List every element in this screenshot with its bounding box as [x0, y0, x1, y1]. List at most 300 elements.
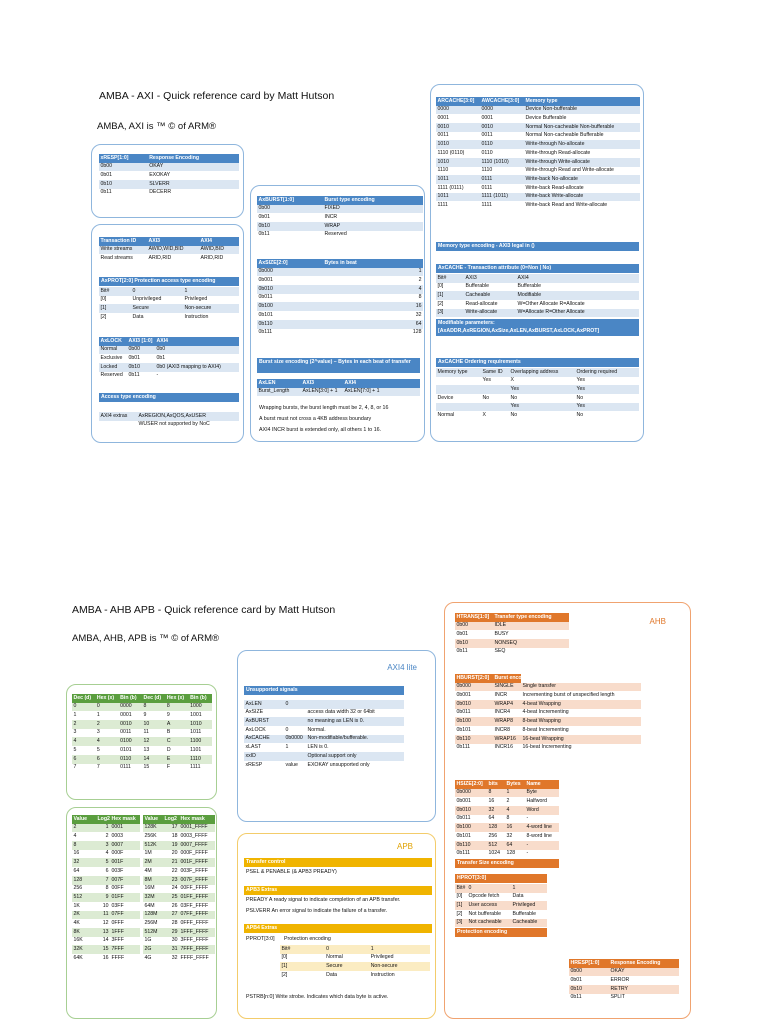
table-cell: 5 [73, 746, 77, 753]
table-row [143, 902, 215, 911]
table-cell: 32 [506, 832, 513, 839]
table-cell: 15 [143, 764, 150, 771]
table-cell: 001F [110, 858, 140, 867]
table-cell: 0001 [110, 824, 140, 833]
axburst-table [257, 196, 423, 239]
table-cell: 16 [505, 823, 525, 832]
table-cell: B [166, 729, 171, 736]
table-cell: 5 [96, 746, 100, 753]
table-cell: [2] [456, 910, 463, 917]
htrans-table [455, 613, 569, 656]
column-header: Bytes [505, 780, 525, 789]
table-row [72, 945, 140, 954]
table-cell: C [165, 737, 188, 746]
table-cell: 128 [487, 823, 505, 832]
table-cell: WRAP16 [493, 735, 521, 744]
table-cell: Instruction [370, 971, 395, 978]
table-cell: 4K [73, 919, 80, 926]
table-cell: Yes [576, 377, 585, 384]
table-row [455, 709, 641, 718]
table-row [257, 294, 423, 303]
table-cell: 1M [144, 850, 152, 857]
column-header: AxLOCK [99, 337, 127, 346]
table-cell: 512 [487, 841, 505, 850]
table-cell: 0 [131, 287, 183, 296]
table-cell: OKAY [609, 968, 679, 977]
table-row [244, 752, 404, 761]
table-cell: 0b11 [128, 372, 140, 379]
table-cell: 0b010 [455, 806, 487, 815]
table-cell: 0000 [480, 106, 524, 115]
table-cell: 0003_FFFF [180, 833, 208, 840]
table-row [257, 329, 423, 338]
table-row [99, 412, 239, 421]
table-row [436, 283, 639, 292]
table-cell: 1 [323, 268, 423, 277]
axi-signals-card [91, 224, 244, 443]
table-cell: 0b10 [569, 985, 609, 994]
table-cell: 0b00 [455, 622, 493, 631]
table-cell: 0b110 [257, 320, 323, 329]
table-cell: 256 [73, 885, 83, 892]
table-row [455, 630, 569, 639]
table-cell: Write streams [99, 246, 147, 255]
table-cell: 32 [171, 954, 178, 961]
table-row [455, 806, 559, 815]
table-cell: 1110 [189, 755, 212, 764]
table-cell: 16-beat Incrementing [522, 744, 572, 751]
hprot-header: HPROT[3:0] [455, 874, 547, 883]
table-row [99, 171, 239, 180]
table-cell: Bit# [456, 884, 466, 891]
table-cell: Write-back Read-allocate [525, 184, 584, 191]
table-cell: Cacheable [464, 291, 516, 300]
log2-card [66, 807, 217, 1019]
table-cell: Memory type [436, 368, 481, 377]
table-cell: NONSEQ [493, 639, 569, 648]
table-cell: OKAY [148, 163, 239, 172]
table-cell: 8 [506, 815, 510, 822]
column-header: Memory type [524, 97, 640, 106]
table-row [455, 797, 559, 806]
table-row [455, 841, 559, 850]
table-cell: 0007 [110, 841, 140, 850]
table-cell: W=Allocate R=Other Allocate [516, 309, 639, 318]
table-cell: 0b111 [258, 329, 273, 336]
table-row [143, 876, 215, 885]
table-row [257, 285, 423, 294]
table-cell: EXOKAY unsupported only [307, 761, 370, 768]
table-cell: 128 [412, 329, 422, 336]
table-cell [99, 421, 137, 430]
table-cell: 8M [143, 876, 163, 885]
table-cell: 3 [96, 729, 100, 736]
table-cell: F [166, 764, 170, 771]
table-cell: [3] [436, 309, 464, 318]
table-row [143, 841, 215, 850]
table-cell [284, 709, 306, 718]
table-cell: 1111 [437, 201, 448, 208]
table-cell: 16 [488, 798, 495, 805]
table-cell: Write-through Read and Write-allocate [525, 167, 614, 174]
table-cell: no meaning as LEN is 0. [306, 717, 404, 726]
transaction-id-table [99, 237, 239, 263]
table-cell: 0b0 [155, 346, 239, 355]
table-cell: 1010 [436, 158, 480, 167]
table-cell [306, 700, 404, 709]
table-cell: AXI3 [464, 274, 516, 283]
table-cell: 16 [73, 850, 80, 857]
table-header-row [99, 154, 239, 163]
table-cell: Locked [99, 363, 127, 372]
table-cell: [0] [456, 893, 463, 900]
table-cell: 000F_FFFF [180, 850, 208, 857]
table-cell: 6 [72, 755, 95, 764]
table-row [257, 276, 423, 285]
table-header-row [455, 780, 559, 789]
table-row [143, 893, 215, 902]
table-cell: 11 [143, 729, 149, 736]
column-header: Value [143, 815, 163, 824]
table-cell: SINGLE [493, 683, 521, 692]
table-cell: 1 [96, 824, 110, 833]
table-cell: 1010 [189, 720, 212, 729]
table-row [99, 254, 239, 263]
table-cell: WRAP8 [493, 717, 521, 726]
table-row [99, 296, 239, 305]
table-row [99, 346, 239, 355]
apb-label: APB [396, 842, 413, 851]
table-cell: 0b10 [455, 639, 493, 648]
table-row [455, 850, 559, 859]
table-cell: access data width 32 or 64bit [307, 709, 375, 716]
table-cell: 2 [105, 833, 109, 840]
table-cell: 0001 [437, 115, 450, 122]
table-cell: 0b00 [127, 346, 155, 355]
table-row [436, 167, 640, 176]
table-cell: 7FFF_FFFF [179, 945, 215, 954]
table-cell: 0FFF_FFFF [180, 919, 209, 926]
column-header: HBURST[2:0] [455, 674, 493, 683]
table-cell: 0b001 [258, 277, 273, 284]
table-cell: 4-word line [525, 823, 559, 832]
apb4-extras-header: APB4 Extras [244, 924, 432, 933]
table-cell: 0100 [119, 737, 142, 746]
table-cell: 9 [166, 712, 170, 719]
column-header: Hex mask [110, 815, 140, 824]
table-cell: 0b00 [99, 163, 148, 172]
table-cell: WUSER not supported by NoC [138, 421, 210, 428]
table-cell: 1011 [436, 193, 480, 202]
table-cell: 1101 [190, 746, 202, 753]
table-cell: 26 [171, 902, 178, 909]
column-header: bits [487, 780, 505, 789]
pready-text: PREADY A ready signal to indicate completion of an APB transfer. [246, 897, 401, 903]
table-row [455, 639, 569, 648]
table-row [143, 832, 215, 841]
protection-encoding-footer: Protection encoding [455, 928, 547, 937]
table-cell: - [526, 850, 529, 857]
table-row [257, 205, 423, 214]
table-cell: Write-back Write-allocate [524, 193, 640, 202]
table-cell: 0b000 [257, 268, 323, 277]
axi4-lite-label: AXI4 lite [387, 663, 417, 672]
column-header: Hex (x) [165, 694, 188, 703]
table-cell [481, 385, 509, 394]
table-cell: WRAP [323, 222, 423, 231]
table-cell: 03FF_FFFF [180, 902, 209, 909]
table-row [72, 737, 212, 746]
column-header: Log2 [163, 815, 179, 824]
xresp-card [91, 144, 244, 218]
apb-card [237, 833, 436, 1019]
table-cell: 16M [144, 885, 155, 892]
column-header: AXI4 [199, 237, 239, 246]
table-cell: Privileged [370, 954, 394, 961]
conversion-card [66, 684, 217, 800]
table-cell [481, 403, 509, 412]
table-cell: No [576, 394, 584, 401]
table-row [72, 755, 212, 764]
hburst-table [455, 674, 641, 752]
table-row [455, 648, 569, 657]
table-row [436, 106, 640, 115]
table-cell: Bufferable [465, 283, 490, 290]
axlen-note-2: A burst must not cross a 4KB address boundary [259, 416, 372, 422]
table-cell: Not cacheable [467, 919, 511, 928]
table-cell: Normal Non-cacheable Non-bufferable [524, 123, 640, 132]
table-cell: 0b010 [455, 700, 493, 709]
table-cell: 0b00 [257, 205, 323, 214]
table-cell: 0b11 [258, 231, 270, 238]
table-cell: 11 [96, 911, 110, 920]
pprot-title: Protection encoding [284, 936, 331, 942]
table-cell: 2 [506, 798, 510, 805]
table-cell: Normal. [307, 726, 326, 733]
axlock-table [99, 337, 239, 380]
axlen-note-1: Wrapping bursts, the burst length must be 2, 4, 8, or 16 [259, 405, 389, 411]
table-cell: 5 [96, 858, 110, 867]
table-cell: 4-beat Incrementing [522, 709, 569, 716]
table-row [436, 149, 640, 158]
table-row [257, 222, 423, 231]
table-row [455, 919, 547, 928]
table-cell: 8K [72, 928, 96, 937]
table-row [72, 746, 212, 755]
table-cell: 256K [144, 833, 157, 840]
pprot-table [280, 945, 430, 980]
table-cell: 3 [96, 841, 110, 850]
table-row [455, 726, 641, 735]
table-row [436, 175, 640, 184]
modifiable-params: [AxADDR,AxREGION,AxSize,AxLEN,AxBURST,AxLOCK,AxPROT] [436, 327, 639, 336]
table-cell: Reserved [324, 231, 347, 238]
table-cell: [1] [455, 901, 467, 910]
table-cell: 30 [171, 937, 178, 944]
table-cell: [2] [437, 300, 444, 307]
table-cell: 00FF_FFFF [180, 885, 209, 892]
table-cell: INCR [324, 214, 338, 221]
table-cell: xLAST [245, 744, 262, 751]
table-cell: 512K [143, 841, 163, 850]
table-cell: 0b111 [456, 850, 471, 857]
table-cell: 1 [505, 789, 525, 798]
table-cell: 13 [143, 746, 150, 753]
table-cell: xRESP [245, 761, 263, 768]
table-cell: 0b1 [156, 355, 166, 362]
column-header: Bin (b) [119, 694, 142, 703]
column-header: Transaction ID [99, 237, 147, 246]
table-row [143, 937, 215, 946]
table-cell: Word [525, 806, 559, 815]
column-header: Value [72, 815, 96, 824]
table-cell: 8-beat Incrementing [522, 726, 569, 733]
table-cell: 0 [72, 703, 95, 712]
column-header: Burst type encoding [323, 196, 423, 205]
table-cell: 14 [142, 755, 165, 764]
table-cell: [0] [281, 954, 288, 961]
table-cell: 0003 [111, 833, 124, 840]
table-cell: 3FFF_FFFF [180, 937, 209, 944]
column-header: Burst encoding [494, 674, 533, 681]
table-cell: 23 [163, 876, 179, 885]
table-row [436, 274, 639, 283]
table-cell: 1FFF [110, 928, 140, 937]
table-cell: 64K [73, 954, 83, 961]
table-cell: Data [512, 893, 524, 900]
table-cell: 17 [163, 824, 179, 833]
table-cell: User access [467, 901, 511, 910]
table-row [280, 954, 430, 963]
table-cell: Bit# [99, 287, 131, 296]
ordering-header: AxCACHE Ordering requirements [436, 358, 639, 367]
table-cell: 0110 [119, 755, 142, 764]
table-cell: 20 [171, 850, 178, 857]
table-row [455, 683, 641, 692]
table-cell: Instruction [184, 313, 209, 320]
column-header: AWCACHE[3:0] [480, 97, 524, 106]
hresp-table [569, 959, 679, 1002]
table-cell: 0001 [481, 115, 494, 122]
table-cell: 128 [506, 850, 516, 857]
table-cell: - [156, 372, 159, 379]
table-cell: 8-word line [526, 832, 552, 839]
table-cell: 0001 [120, 712, 132, 719]
table-cell: ARID,RID [200, 255, 224, 262]
table-cell: Data [326, 971, 338, 978]
table-row [436, 123, 640, 132]
axi-title: AMBA - AXI - Quick reference card by Matt Hutson [99, 90, 335, 102]
table-row [143, 850, 215, 859]
table-header-row [257, 196, 423, 205]
table-cell: 0b000 [455, 683, 493, 692]
table-cell: 32 [487, 806, 505, 815]
table-cell: AxREGION,AxQOS,AxUSER [137, 412, 239, 421]
table-cell [436, 403, 481, 412]
cacheattr-table [436, 274, 639, 317]
axi-cache-card [430, 84, 644, 442]
table-row [436, 403, 639, 412]
table-row [280, 962, 430, 971]
pprot-label: PPROT[3:0] [246, 936, 275, 942]
table-cell: 1110 (1010) [480, 158, 524, 167]
table-cell: AxCACHE [244, 735, 284, 744]
column-header: AXI3 [301, 379, 343, 388]
table-cell: [2] [100, 313, 107, 320]
table-cell: 0101 [120, 746, 132, 753]
table-cell: Privileged [511, 901, 547, 910]
table-row [455, 691, 641, 700]
table-cell: 0b001 [456, 798, 471, 805]
table-cell: Yes [509, 403, 575, 412]
table-header-row [455, 674, 641, 683]
table-row [99, 363, 239, 372]
table-cell: FFFF [111, 954, 125, 961]
table-cell: 1FFF_FFFF [179, 928, 215, 937]
column-header: Bytes in beat [323, 259, 423, 268]
table-header-row [455, 613, 569, 622]
table-cell: 1100 [189, 737, 212, 746]
table-row [455, 832, 559, 841]
table-cell: X [482, 412, 486, 419]
table-cell: Bufferable [517, 283, 542, 290]
table-cell: 0 [284, 700, 306, 709]
axsize-footer: Burst size encoding (2^value) – Bytes in each beat of transfer [257, 358, 420, 373]
table-header-row [99, 337, 239, 346]
transfer-control-header: Transfer control [244, 858, 432, 867]
table-cell: 16-beat Wrapping [521, 735, 641, 744]
table-row [569, 994, 679, 1003]
table-cell: Bit# [436, 274, 464, 283]
table-cell: 0b110 [455, 735, 493, 744]
table-cell: 10 [102, 902, 109, 909]
table-cell: 6 [95, 755, 118, 764]
table-cell: 13 [96, 928, 110, 937]
table-cell: 16 [323, 302, 423, 311]
table-cell: 128K [143, 824, 163, 833]
table-cell: 1010 [436, 140, 480, 149]
table-row [244, 743, 404, 752]
table-cell: Overlapping address [509, 368, 575, 377]
table-cell: Cacheable [511, 919, 547, 928]
table-cell: AxLOCK [245, 726, 266, 733]
table-cell: Yes [575, 385, 639, 394]
table-cell: WRAP4 [493, 700, 521, 709]
table-cell: No [482, 394, 490, 401]
table-cell: AXI4 [516, 274, 639, 283]
table-cell: SEQ [494, 648, 506, 655]
table-cell: 0b11 [456, 648, 468, 655]
table-cell: 16K [73, 937, 83, 944]
table-cell: 8 [105, 885, 109, 892]
axlen-table [257, 379, 420, 396]
table-cell: 0b100 [455, 717, 493, 726]
column-header: Name [525, 780, 559, 789]
table-cell: DECERR [149, 189, 172, 196]
table-cell: 21 [163, 858, 179, 867]
table-cell: 4M [144, 867, 152, 874]
table-cell: 7 [96, 876, 110, 885]
ahb-title: AMBA - AHB APB - Quick reference card by Matt Hutson [72, 604, 336, 616]
table-header-row [569, 959, 679, 968]
table-cell: D [166, 746, 171, 753]
table-cell: 2 [72, 720, 95, 729]
table-cell: 2M [143, 858, 163, 867]
pslverr-text: PSLVERR An error signal to indicate the failure of a transfer. [246, 908, 388, 914]
table-cell: No [510, 394, 518, 401]
table-cell: value [285, 761, 298, 768]
memory-type-footer: Memory type encoding - AXI3 legal in () [436, 242, 639, 251]
